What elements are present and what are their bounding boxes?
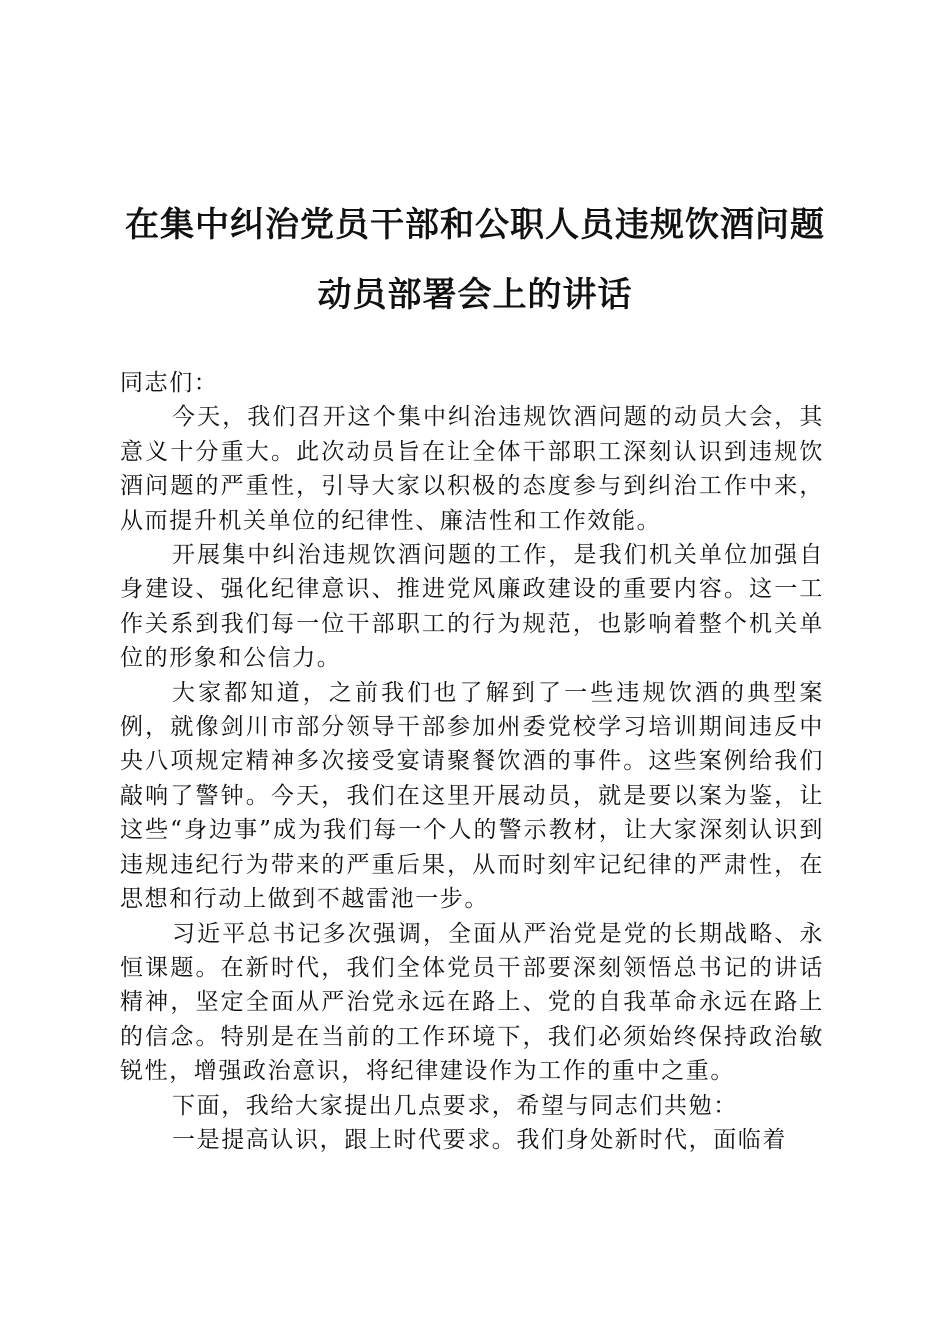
paragraph-3: 大家都知道，之前我们也了解到了一些违规饮酒的典型案例，就像剑川市部分领导干部参加州委党校学习培训期间违反中央八项规定精神多次接受宴请聚餐饮酒的事件。这些案例给我们敲响了警钟。今天，我们在这里开展动员，就是要以案为鉴，让这些“身边事”成为我们每一个人的警示教材，让大家深刻认识到违规违纪行为带来的严重后果，从而时刻牢记纪律的严肃性，在思想和行动上做到不越雷池一步。 (120, 679, 824, 913)
title-line-2: 动员部署会上的讲话 (317, 275, 633, 315)
paragraph-2: 开展集中纠治违规饮酒问题的工作，是我们机关单位加强自身建设、强化纪律意识、推进党风廉政建设的重要内容。这一工作关系到我们每一位干部职工的行为规范，也影响着整个机关单位的形象和公信力。 (120, 542, 824, 672)
title-line-1: 在集中纠治党员干部和公职人员违规饮酒问题 (125, 205, 825, 245)
paragraph-4: 习近平总书记多次强调，全面从严治党是党的长期战略、永恒课题。在新时代，我们全体党员干部要深刻领悟总书记的讲话精神，坚定全面从严治党永远在路上、党的自我革命永远在路上的信念。特别是在当前的工作环境下，我们必须始终保持政治敏锐性，增强政治意识，将纪律建设作为工作的重中之重。 (120, 920, 824, 1085)
paragraph-1: 今天，我们召开这个集中纠治违规饮酒问题的动员大会，其意义十分重大。此次动员旨在让全体干部职工深刻认识到违规饮酒问题的严重性，引导大家以积极的态度参与到纠治工作中来，从而提升机关单位的纪律性、廉洁性和工作效能。 (120, 404, 824, 534)
salutation: 同志们： (120, 370, 219, 396)
paragraph-6: 一是提高认识，跟上时代要求。我们身处新时代，面临着 (172, 1126, 787, 1153)
paragraph-5: 下面，我给大家提出几点要求，希望与同志们共勉： (172, 1092, 738, 1119)
document-body (120, 366, 824, 1157)
document-title (100, 190, 850, 330)
